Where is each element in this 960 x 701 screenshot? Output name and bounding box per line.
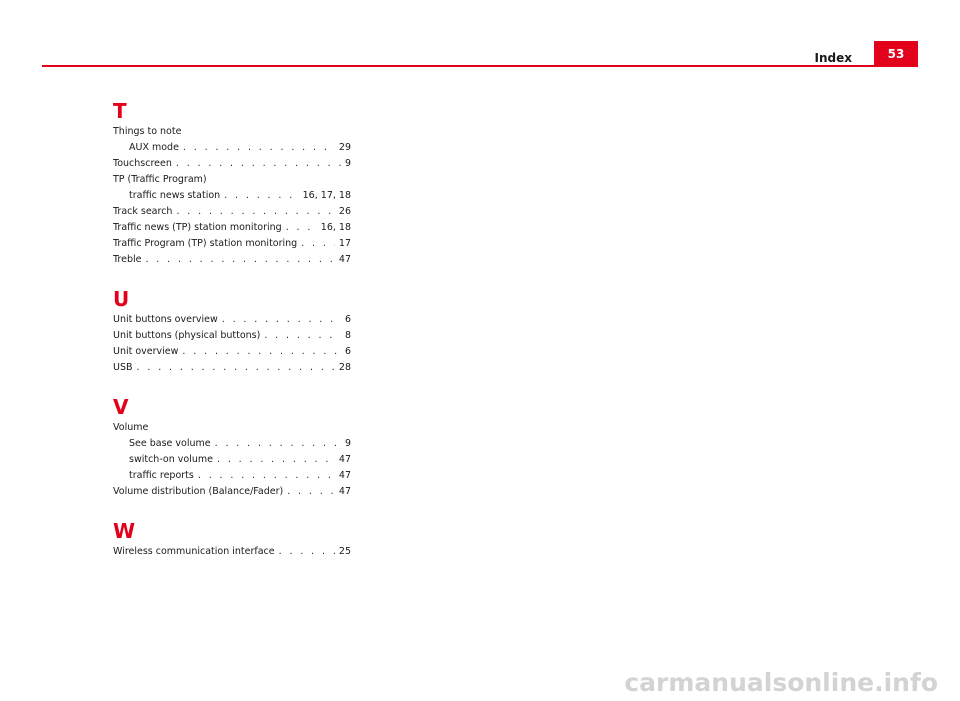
leader-dots (215, 436, 341, 452)
leader-dots (224, 188, 298, 204)
entry-page: 17 (338, 238, 351, 249)
entry-page: 25 (338, 546, 351, 557)
index-entry[interactable] (113, 312, 351, 328)
leader-dots (198, 468, 335, 484)
leader-dots (145, 252, 334, 268)
entry-label: Unit buttons (physical buttons) (113, 330, 261, 341)
index-entry[interactable] (113, 328, 351, 344)
entry-label: Volume distribution (Balance/Fader) (113, 486, 284, 497)
index-entry[interactable] (113, 172, 351, 188)
index-subentry[interactable] (113, 468, 351, 484)
entry-label: Wireless communication interface (113, 546, 275, 557)
entry-page: 16, 17, 18 (302, 190, 351, 201)
index-section-t (113, 98, 351, 268)
leader-dots (176, 156, 341, 172)
leader-dots (287, 484, 335, 500)
entry-label: TP (Traffic Program) (113, 174, 207, 185)
index-section-v (113, 394, 351, 500)
leader-dots (182, 344, 341, 360)
entry-label: traffic reports (129, 470, 194, 481)
leader-dots (279, 544, 335, 560)
entry-page: 8 (344, 330, 351, 341)
header-title: Index (814, 51, 852, 65)
index-entry[interactable] (113, 360, 351, 376)
index-entry[interactable] (113, 156, 351, 172)
entry-label: Unit buttons overview (113, 314, 218, 325)
entry-page: 6 (344, 346, 351, 357)
index-entry[interactable] (113, 204, 351, 220)
section-letter: U (113, 287, 130, 311)
header-rule (42, 65, 918, 67)
entry-label: Track search (113, 206, 173, 217)
entry-page: 47 (338, 470, 351, 481)
index-subentry[interactable] (113, 188, 351, 204)
entry-page: 29 (338, 142, 351, 153)
entry-label: Traffic news (TP) station monitoring (113, 222, 282, 233)
entry-page: 47 (338, 454, 351, 465)
index-entry[interactable] (113, 544, 351, 560)
entry-label: Volume (113, 422, 149, 433)
index-column (113, 98, 351, 578)
entry-page: 28 (338, 362, 351, 373)
entry-page: 47 (338, 486, 351, 497)
index-subentry[interactable] (113, 140, 351, 156)
entry-label: traffic news station (129, 190, 221, 201)
leader-dots (176, 204, 334, 220)
entry-label: Touchscreen (113, 158, 172, 169)
entry-label: Things to note (113, 126, 182, 137)
section-letter: T (113, 99, 127, 123)
section-letter: V (113, 395, 129, 419)
entry-page: 26 (338, 206, 351, 217)
leader-dots (301, 236, 335, 252)
index-entry[interactable] (113, 484, 351, 500)
entry-page: 9 (344, 438, 351, 449)
leader-dots (222, 312, 341, 328)
index-entry[interactable] (113, 124, 351, 140)
index-entry[interactable] (113, 236, 351, 252)
leader-dots (264, 328, 341, 344)
entry-page: 6 (344, 314, 351, 325)
entry-label: switch-on volume (129, 454, 213, 465)
entry-page: 16, 18 (320, 222, 351, 233)
section-letter: W (113, 519, 136, 543)
entry-label: AUX mode (129, 142, 179, 153)
leader-dots (217, 452, 335, 468)
index-entry[interactable] (113, 220, 351, 236)
watermark: carmanualsonline.info (624, 668, 938, 697)
entry-page: 47 (338, 254, 351, 265)
entry-label: USB (113, 362, 133, 373)
leader-dots (183, 140, 335, 156)
entry-label: Traffic Program (TP) station monitoring (113, 238, 298, 249)
entry-label: Treble (113, 254, 142, 265)
index-entry[interactable] (113, 344, 351, 360)
entry-label: See base volume (129, 438, 211, 449)
index-entry[interactable] (113, 420, 351, 436)
entry-page: 9 (344, 158, 351, 169)
index-entry[interactable] (113, 252, 351, 268)
leader-dots (286, 220, 317, 236)
index-section-u (113, 286, 351, 376)
index-section-w (113, 518, 351, 560)
index-subentry[interactable] (113, 436, 351, 452)
index-subentry[interactable] (113, 452, 351, 468)
entry-label: Unit overview (113, 346, 179, 357)
page-number-badge: 53 (874, 41, 918, 67)
leader-dots (137, 360, 335, 376)
